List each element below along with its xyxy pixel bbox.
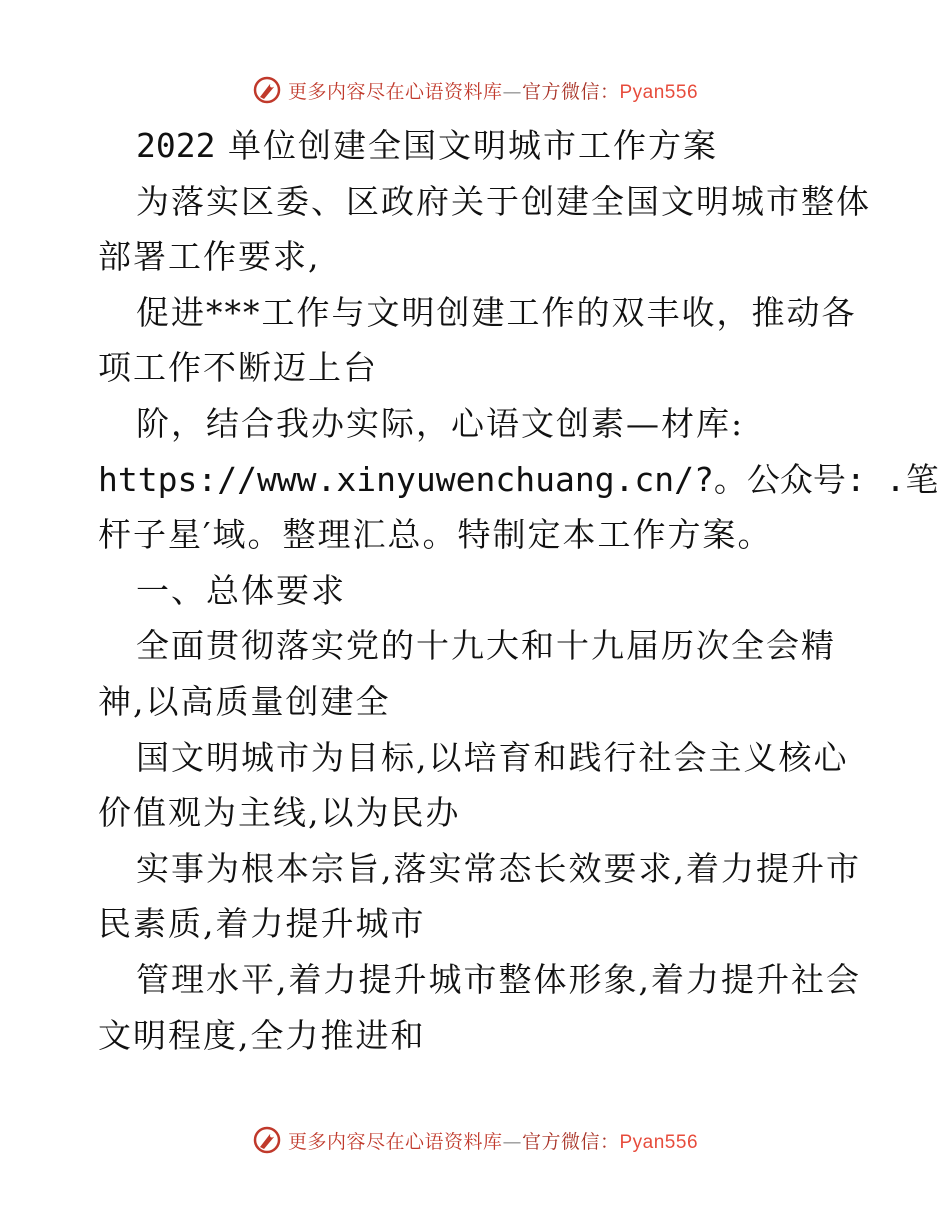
banner-main-text: 更多内容尽在心语资料库 [287,1130,503,1153]
paragraph-line: 实事为根本宗旨,落实常态长效要求,着力提升市 [136,848,861,888]
paragraph-line: 国文明城市为目标,以培育和践行社会主义核心 [136,737,849,777]
footer-banner [0,1120,950,1160]
banner-handle: Pyan556 [619,1131,699,1153]
paragraph-line: 阶，结合我办实际，心语文创素—材库: [136,403,745,443]
paragraph-line-url: https://www.xinyuwenchuang.cn/?。公众号: .笔 [98,459,939,499]
title-year: 2022 [136,126,216,165]
paragraph-line: 文明程度,全力推进和 [98,1015,426,1055]
paragraph-line: 为落实区委、区政府关于创建全国文明城市整体 [136,181,871,221]
banner-handle: Pyan556 [619,81,699,103]
section-heading: 一、总体要求 [136,570,346,610]
paragraph-line: 民素质,着力提升城市 [98,904,426,944]
paragraph-line: 全面贯彻落实党的十九大和十九届历次全会精 [136,626,836,666]
document-title [98,118,868,174]
paragraph-line: 杆子星′域。整理汇总。特制定本工作方案。 [98,515,773,555]
banner-dash: — [502,80,522,103]
paragraph-line: 管理水平,着力提升城市整体形象,着力提升社会 [136,959,861,999]
header-banner [0,70,950,110]
paragraph-line: 价值观为主线,以为民办 [98,793,461,833]
banner-dash: — [502,1130,522,1153]
paragraph-line: 神,以高质量创建全 [98,681,391,721]
paragraph-line: 部署工作要求, [98,237,321,277]
paragraph-line: 促进***工作与文明创建工作的双丰收，推动各 [136,292,857,332]
pen-nib-circle-icon [252,75,282,105]
banner-wechat-label: 官方微信： [521,1130,620,1153]
banner-text [288,77,698,104]
paragraph-line: 项工作不断迈上台 [98,348,378,388]
banner-wechat-label: 官方微信： [521,80,620,103]
banner-main-text: 更多内容尽在心语资料库 [287,80,503,103]
pen-nib-circle-icon [252,1125,282,1155]
title-text: 单位创建全国文明城市工作方案 [227,126,718,165]
banner-text [288,1127,698,1154]
document-body [98,118,939,1063]
